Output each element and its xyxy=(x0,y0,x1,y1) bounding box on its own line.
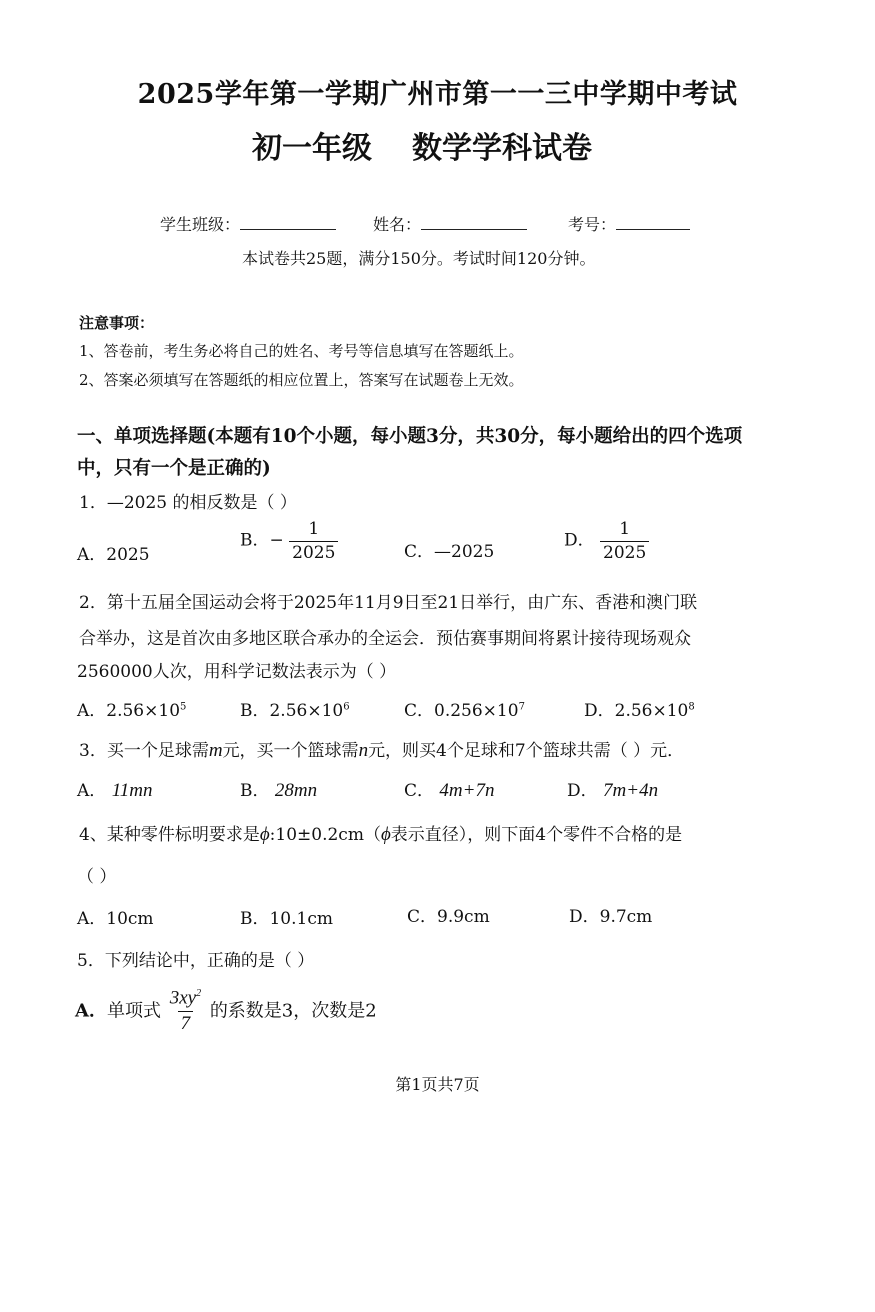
class-field xyxy=(160,212,336,235)
q3-a-label: A． xyxy=(77,781,107,801)
subject-title: 数学学科试卷 xyxy=(412,131,592,166)
q2-option-c xyxy=(404,696,525,721)
q5-option-a xyxy=(75,988,377,1035)
q3-a-value: 11mn xyxy=(111,780,153,801)
q4-text-a: 4、某种零件标明要求是 xyxy=(79,825,260,845)
class-blank xyxy=(240,215,336,230)
q1-option-b xyxy=(240,520,338,562)
q1-option-a: A．2025 xyxy=(77,545,150,565)
name-field xyxy=(373,212,527,235)
q3-b-label: B． xyxy=(240,781,270,801)
q3-option-a xyxy=(77,776,153,802)
q3-d-value: 7m+4n xyxy=(603,780,659,801)
q1-b-fraction xyxy=(289,520,338,562)
q5-a-numerator-base: 3xy xyxy=(169,987,197,1009)
q5-a-label: A． xyxy=(75,1000,107,1022)
q1-d-fraction xyxy=(600,520,649,562)
exam-title: 2025学年第一学期广州市第一一三中学期中考试 xyxy=(137,79,738,110)
q1-b-numerator: 1 xyxy=(308,519,320,539)
notes-heading: 注意事项： xyxy=(79,314,155,332)
q3-b-value: 28mn xyxy=(274,780,318,801)
q2-d-base: D．2.56×10 xyxy=(584,701,689,721)
q3-option-d xyxy=(567,776,658,802)
number-field xyxy=(568,212,690,235)
q2-b-exponent: 6 xyxy=(343,701,350,713)
q4-option-d: D．9.7cm xyxy=(569,907,653,927)
q2-c-base: C．0.256×10 xyxy=(404,701,519,721)
q3-var-n: n xyxy=(358,740,369,761)
q3-d-label: D． xyxy=(567,781,598,801)
q1-option-c: C．—2025 xyxy=(404,542,495,562)
q4-text-c: 表示直径），则下面4个零件不合格的是 xyxy=(390,825,683,845)
q3-c-value: 4m+7n xyxy=(439,780,495,801)
q3-var-m: m xyxy=(208,740,223,761)
q2-b-base: B．2.56×10 xyxy=(240,701,344,721)
q1-d-numerator: 1 xyxy=(619,519,631,539)
q4-option-c: C．9.9cm xyxy=(407,907,490,927)
q2-option-b xyxy=(240,696,350,721)
number-label: 考号： xyxy=(568,215,617,234)
section-heading-line1: 一、单项选择题(本题有10个小题，每小题3分，共30分，每小题给出的四个选项 xyxy=(77,426,743,447)
page-footer: 第1页共7页 xyxy=(395,1075,480,1094)
q5-a-text1: 单项式 xyxy=(106,1000,161,1022)
name-label: 姓名： xyxy=(373,215,422,234)
note-item-1: 1、答卷前，考生务必将自己的姓名、考号等信息填写在答题纸上。 xyxy=(79,342,524,360)
q3-option-c xyxy=(404,776,494,802)
q4-option-b: B．10.1cm xyxy=(240,909,333,929)
q1-b-denominator: 2025 xyxy=(289,541,338,563)
q2-line1: 2．第十五届全国运动会将于2025年11月9日至21日举行，由广东、香港和澳门联 xyxy=(79,593,698,613)
q2-c-exponent: 7 xyxy=(518,701,525,713)
q5-a-denominator: 7 xyxy=(178,1011,194,1035)
name-blank xyxy=(421,215,527,230)
q1-option-d xyxy=(564,520,649,562)
q1-d-prefix: D． xyxy=(564,530,595,551)
q5-a-numerator-exp: 2 xyxy=(196,988,202,999)
number-blank xyxy=(616,215,690,230)
q4-line2: （ ） xyxy=(77,867,117,887)
q2-option-a xyxy=(77,696,186,721)
q2-line2: 合举办，这是首次由多地区联合承办的全运会．预估赛事期间将累计接待现场观众 xyxy=(79,629,691,649)
q1-stem: 1．—2025 的相反数是（ ） xyxy=(79,493,297,513)
q3-stem xyxy=(79,736,684,762)
q4-option-a: A．10cm xyxy=(77,909,154,929)
q2-a-base: A．2.56×10 xyxy=(77,701,181,721)
note-item-2: 2、答案必须填写在答题纸的相应位置上，答案写在试题卷上无效。 xyxy=(79,371,524,389)
q2-line3: 2560000人次，用科学记数法表示为（ ） xyxy=(77,662,397,682)
class-label: 学生班级： xyxy=(160,215,241,234)
q4-text-b: :10±0.2cm（ xyxy=(269,825,381,845)
q5-a-numerator xyxy=(167,988,204,1011)
q1-b-prefix: B．− xyxy=(240,530,284,551)
q2-option-d xyxy=(584,696,695,721)
q3-option-b xyxy=(240,776,317,802)
q4-line1 xyxy=(79,820,682,846)
grade-label: 初一年级 xyxy=(252,131,372,166)
q1-d-denominator: 2025 xyxy=(600,541,649,563)
q2-a-exponent: 5 xyxy=(180,701,187,713)
q3-stem-part1: 3．买一个足球需 xyxy=(79,741,209,761)
q2-d-exponent: 8 xyxy=(688,701,695,713)
q4-phi-symbol: ϕ xyxy=(259,824,270,845)
q3-c-label: C． xyxy=(404,781,435,801)
q3-stem-part3: 元，则买4个足球和7个篮球共需（ ）元． xyxy=(368,741,685,761)
q5-a-text2: 的系数是3，次数是2 xyxy=(209,1000,377,1022)
q5-a-fraction xyxy=(167,988,204,1035)
exam-info: 本试卷共25题，满分150分。考试时间120分钟。 xyxy=(242,249,596,268)
q3-stem-part2: 元，买一个篮球需 xyxy=(222,741,359,761)
section-heading-line2: 中，只有一个是正确的) xyxy=(77,458,271,479)
q4-phi-symbol-2: ϕ xyxy=(380,824,391,845)
q5-stem: 5．下列结论中，正确的是（ ） xyxy=(77,951,315,971)
